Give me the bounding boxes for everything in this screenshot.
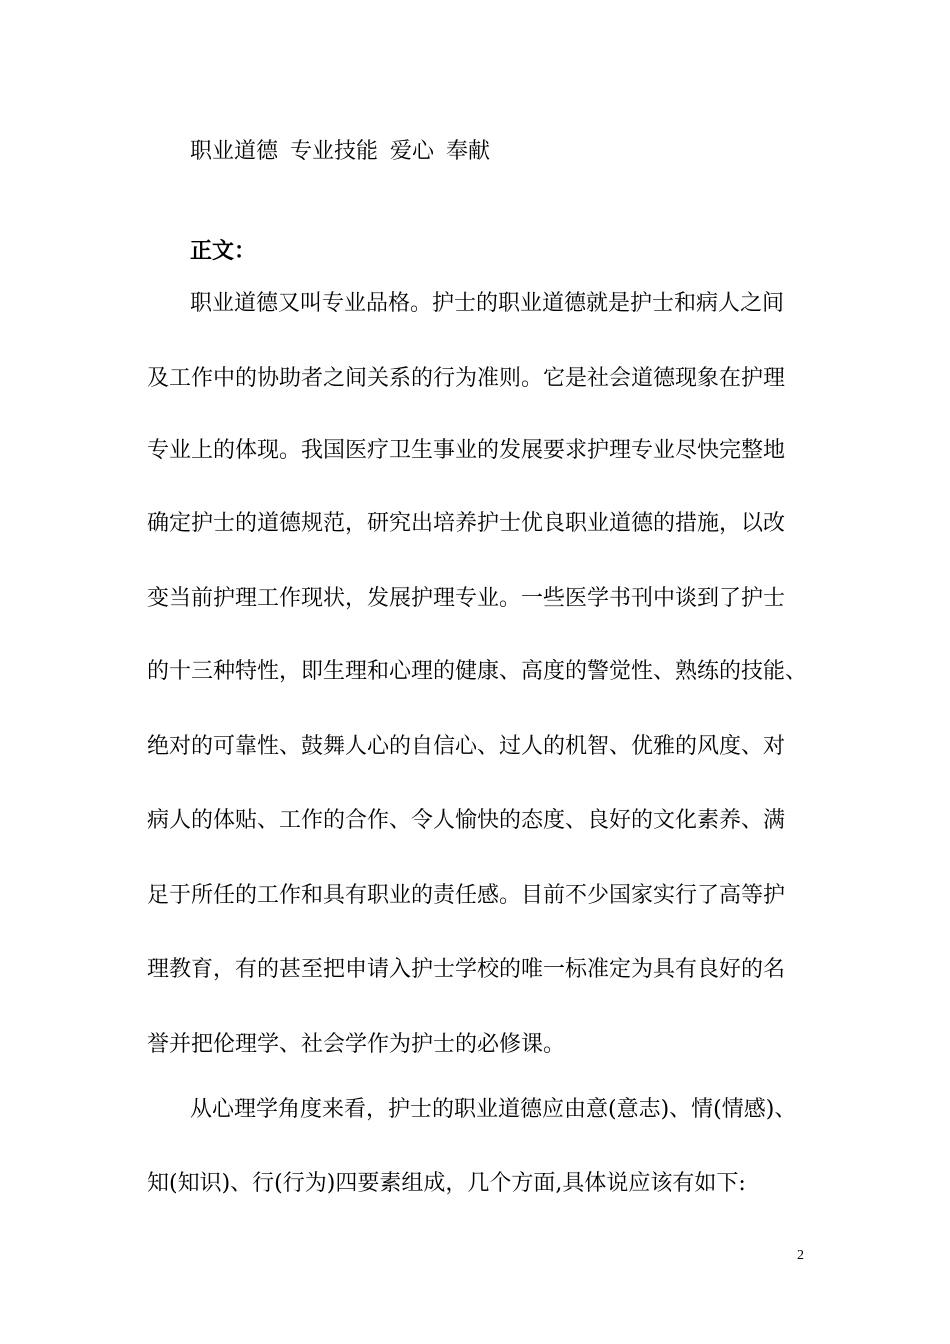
paragraph-line: 确定护士的道德规范，研究出培养护士优良职业道德的措施，以改 (147, 511, 786, 536)
paragraph-line: 从心理学角度来看，护士的职业道德应由意(意志)、情(情感)、 (190, 1097, 797, 1122)
paragraph-line: 及工作中的协助者之间关系的行为准则。它是社会道德现象在护理 (147, 366, 786, 391)
keywords-line (190, 137, 502, 167)
paragraph-line: 誉并把伦理学、社会学作为护士的必修课。 (147, 1032, 566, 1057)
paragraph-line: 的十三种特性，即生理和心理的健康、高度的警觉性、熟练的技能、 (147, 659, 808, 684)
keyword: 职业道德 (190, 139, 279, 164)
paragraph-line: 知(知识)、行(行为)四要素组成，几个方面,具体说应该有如下: (147, 1171, 746, 1196)
keyword: 专业技能 (290, 139, 379, 164)
page-number: 2 (797, 1248, 804, 1263)
paragraph-line: 绝对的可靠性、鼓舞人心的自信心、过人的机智、优雅的风度、对 (147, 734, 786, 759)
section-heading: 正文： (190, 238, 257, 264)
paragraph-line: 变当前护理工作现状，发展护理专业。一些医学书刊中谈到了护士 (147, 586, 786, 611)
paragraph-line: 理教育，有的甚至把申请入护士学校的唯一标准定为具有良好的名 (147, 957, 786, 982)
paragraph-line: 职业道德又叫专业品格。护士的职业道德就是护士和病人之间 (190, 291, 785, 316)
keyword: 奉献 (446, 139, 491, 164)
paragraph-line: 专业上的体现。我国医疗卫生事业的发展要求护理专业尽快完整地 (147, 438, 786, 463)
paragraph-line: 病人的体贴、工作的合作、令人愉快的态度、良好的文化素养、满 (147, 808, 786, 833)
keyword: 爱心 (390, 139, 435, 164)
paragraph-line: 足于所任的工作和具有职业的责任感。目前不少国家实行了高等护 (147, 883, 786, 908)
